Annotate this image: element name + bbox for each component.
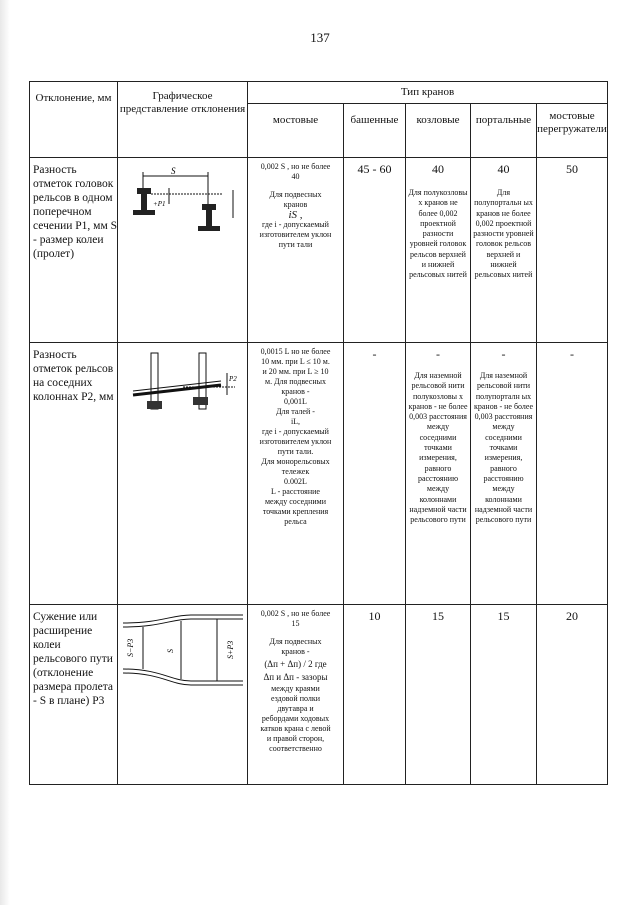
gauge-narrowing-diagram (121, 613, 245, 687)
table-row (30, 343, 608, 605)
row3-deviation: Сужение или расширение колеи рельсового пути (отклонение размера пролета - S в плане) P3 (30, 605, 118, 785)
page-number: 137 (310, 30, 330, 45)
row2-reloaders: - (537, 343, 608, 605)
row2-deviation: Разность отметок рельсов на соседних колоннах P2, мм (30, 343, 118, 605)
table-row (30, 158, 608, 343)
header-tower: башенные (344, 104, 406, 158)
row1-portal: 40 Для полупортальн ых кранов не более 0,002 проектной разности уровней головок рельсов верхней и нижней рельсовых нитей (471, 158, 537, 343)
label-s-plus-p3: S+P3 (225, 640, 235, 659)
row1-tower: 45 - 60 (344, 158, 406, 343)
label-s-mid: S (165, 649, 175, 653)
header-deviation: Отклонение, мм (30, 82, 118, 158)
header-crane-type: Тип кранов (248, 82, 608, 104)
row1-gantry: 40 Для полукозловы х кранов не более 0,002 проектной разности уровней головок рельсов верхней и нижней рельсовых нитей (406, 158, 471, 343)
row3-tower: 10 (344, 605, 406, 785)
table-row (30, 605, 608, 785)
label-p2: P2 (228, 375, 237, 383)
row1-bridge: 0,002 S , но не более 40 Для подвесных кранов iS , где i - допускаемый изготовителем уклон пути тали (248, 158, 344, 343)
row1-drawing (118, 158, 248, 343)
row2-portal: - Для наземной рельсовой нити полупорталн ых кранов - не более 0,003 расстояния между соседними точками измерения, равного расстоянию между колоннами надземной части рельсового пути (471, 343, 537, 605)
row1-deviation: Разность отметок головок рельсов в одном поперечном сечении P1, мм S - размер колеи (пролет) (30, 158, 118, 343)
row3-bridge: 0,002 S , но не более 15 Для подвесных кранов - (Δп + Δп) / 2 где Δп и Δп - зазоры между краями ездовой полки двутавра и ребордами ходовых катков крана с левой и правой сторон, соответственно (248, 605, 344, 785)
row2-drawing (118, 343, 248, 605)
row3-gantry: 15 (406, 605, 471, 785)
row2-bridge: 0,0015 L но не более 10 мм. при L ≤ 10 м. и 20 мм. при L ≥ 10 м. Для подвесных кранов - 0,001L Для талей - iL, где i - допускаемый изготовителем уклон пути тали. Для монорельсовых тележек 0.002L L - расстояние между соседними точками крепления рельса (248, 343, 344, 605)
column-rail-diagram (123, 351, 243, 421)
row3-reloaders: 20 (537, 605, 608, 785)
row1-reloaders: 50 (537, 158, 608, 343)
label-s: S (170, 166, 175, 176)
header-portal: портальные (471, 104, 537, 158)
scan-edge-shadow (0, 0, 10, 905)
rail-head-level-diagram (123, 166, 243, 236)
header-bridge: мостовые (248, 104, 344, 158)
row3-drawing (118, 605, 248, 785)
label-s-minus-p3: S−P3 (125, 638, 135, 657)
header-graphic: Графическое представление отклонения (118, 82, 248, 158)
row3-portal: 15 (471, 605, 537, 785)
deviation-table (29, 81, 608, 785)
label-p1: +P1 (152, 200, 165, 208)
row2-gantry: - Для наземной рельсовой нити полукозловы х кранов - не более 0,003 расстояния между соседними точками измерения, равного расстоянию между колоннами надземной части рельсового пути (406, 343, 471, 605)
row2-tower: - (344, 343, 406, 605)
header-gantry: козловые (406, 104, 471, 158)
header-bridge-reloaders: мостовые перегружатели (537, 104, 608, 158)
